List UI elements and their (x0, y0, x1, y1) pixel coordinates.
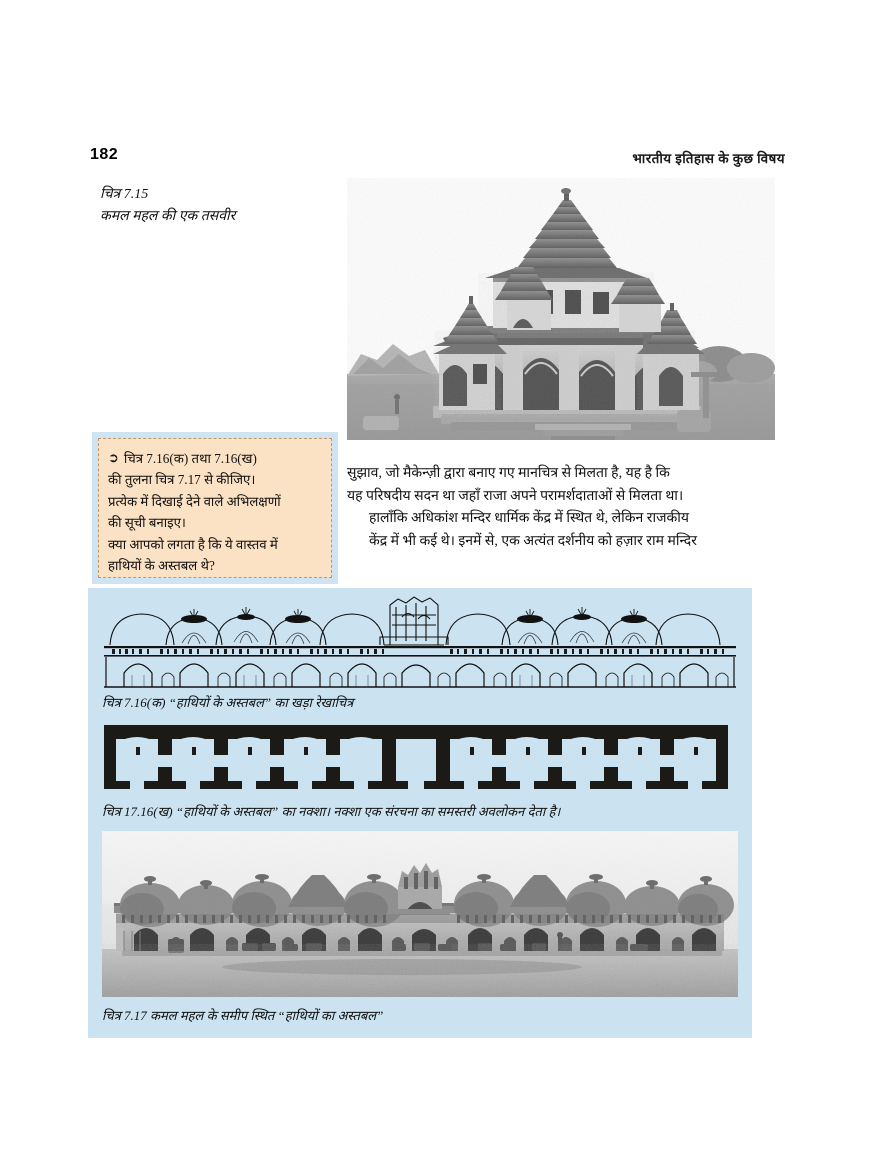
activity-line-6: हाथियों के अस्तबल थे? (108, 557, 215, 573)
activity-bullet-icon: ➲ (108, 450, 119, 465)
body-p1-line-2: यह परिषदीय सदन था जहाँ राजा अपने परामर्शदाताओं से मिलता था। (347, 488, 684, 504)
lotus-mahal-photo (347, 178, 775, 440)
figure-715-caption-label: चित्र 7.15 (100, 187, 149, 202)
plan-line-drawing (102, 721, 730, 793)
body-paragraph-1 (347, 463, 777, 508)
running-head-title: भारतीय इतिहास के कुछ विषय (632, 151, 785, 166)
elephant-stables-plan (102, 721, 730, 793)
page-number: 182 (90, 146, 119, 163)
figure-715-caption (100, 184, 330, 227)
lotus-mahal-illustration (347, 178, 775, 440)
body-paragraph-2 (347, 508, 777, 553)
body-text-column (347, 463, 777, 554)
activity-line-1 (108, 448, 321, 469)
body-p2-line-2: केंद्र में भी कई थे। इनमें से, एक अत्यंत दर्शनीय को हज़ार राम मन्दिर (369, 534, 697, 550)
figure-717-caption: चित्र 7.17 कमल महल के समीप स्थित “हाथियों का अस्तबल” (102, 1008, 384, 1023)
figure-1716kh-caption: चित्र 17.16(ख) “हाथियों के अस्तबल” का नक्शा। नक्शा एक संरचना का समस्तरी अवलोकन देता है। (102, 804, 561, 819)
elephant-stables-photo (102, 831, 738, 997)
elevation-line-drawing (98, 593, 742, 691)
activity-line-3: प्रत्येक में दिखाई देने वाले अभिलक्षणों (108, 493, 281, 509)
activity-line-4: की सूची बनाइए। (108, 515, 186, 531)
activity-line-5: क्या आपको लगता है कि ये वास्तव में (108, 536, 278, 552)
body-p2-line-1: हालाँकि अधिकांश मन्दिर धार्मिक केंद्र में स्थित थे, लेकिन राजकीय (369, 511, 689, 527)
illustration-plate (88, 588, 752, 1038)
activity-box-inner (98, 438, 332, 578)
figure-715-caption-text: कमल महल की एक तसवीर (100, 208, 236, 224)
figure-716k-caption: चित्र 7.16(क) “हाथियों के अस्तबल” का खड़ा रेखाचित्र (102, 695, 354, 710)
elephant-stables-illustration (102, 831, 738, 997)
elephant-stables-elevation (98, 593, 742, 691)
body-p1-line-1: सुझाव, जो मैकेन्ज़ी द्वारा बनाए गए मानचित्र से मिलता है, यह है कि (347, 466, 670, 481)
activity-line-1-text: चित्र 7.16(क) तथा 7.16(ख) (123, 451, 257, 466)
activity-line-2: की तुलना चित्र 7.17 से कीजिए। (108, 472, 256, 488)
activity-box (92, 432, 338, 584)
